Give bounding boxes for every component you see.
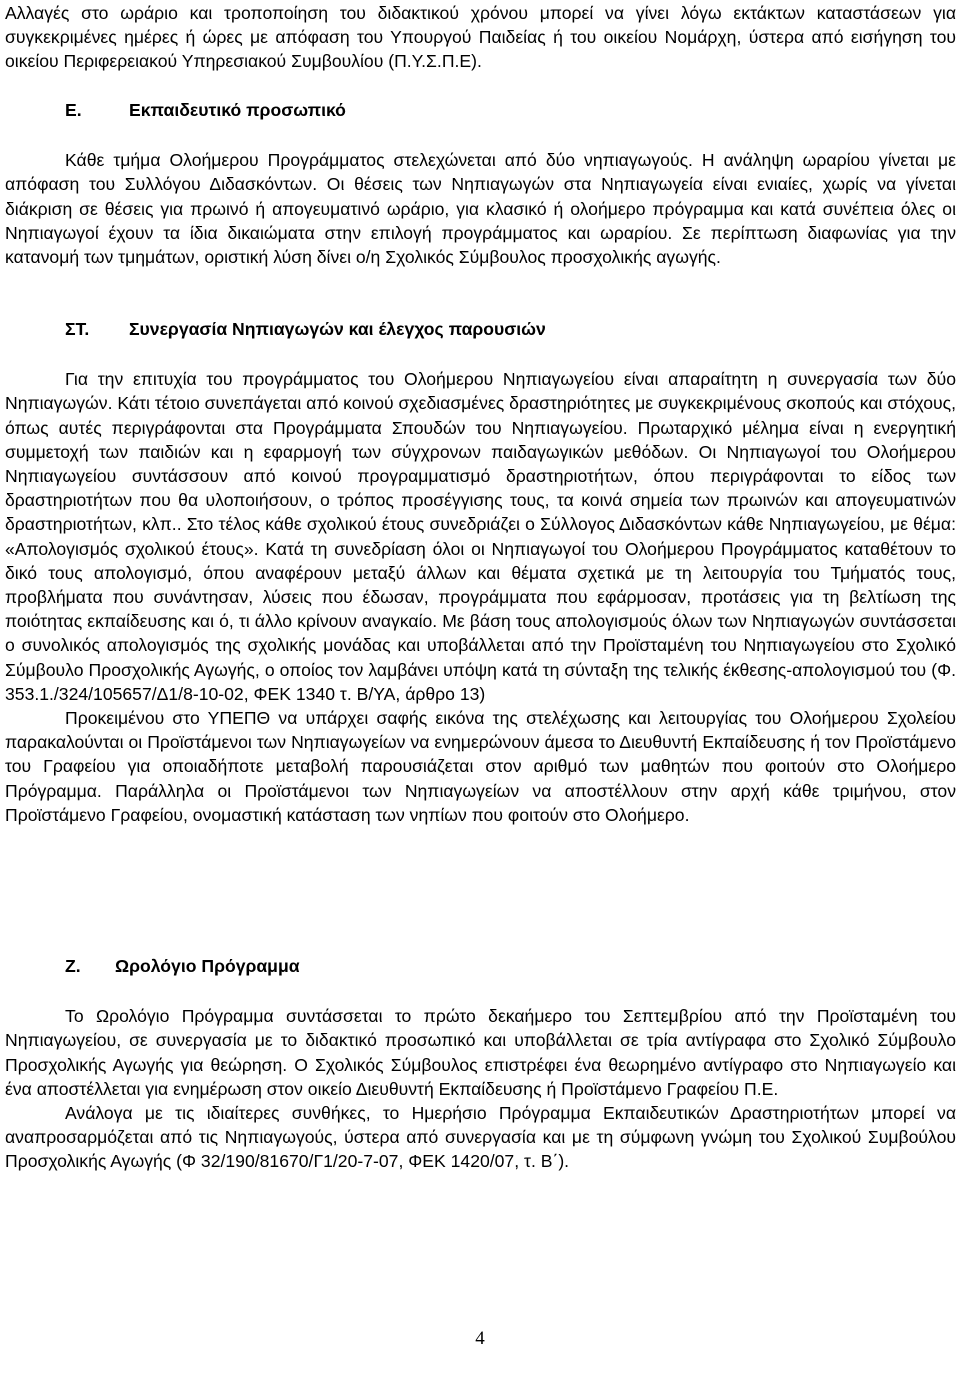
section-e-paragraph: Κάθε τμήμα Ολοήμερου Προγράμματος στελεχώνεται από δύο νηπιαγωγούς. Η ανάληψη ωραρίου γίνεται με απόφαση του Συλλόγου Διδασκόντων. Οι θέσεις των Νηπιαγωγών στα Νηπιαγωγεία είναι ενιαίες, χωρίς να γίνεται διάκριση σε θέσεις για πρωινό ή απογευματινό ωράριο, για κλασικό ή ολοήμερο πρόγραμμα και κατά συνέπεια όλες οι Νηπιαγωγοί έχουν τα ίδια δικαιώματα στην επιλογή προγράμματος και ωραρίου. Σε περίπτωση διαφωνίας για την κατανομή των τμημάτων, οριστική λύση δίνει ο/η Σχολικός Σύμβουλος προσχολικής αγωγής. — [5, 150, 956, 268]
section-e-title: Εκπαιδευτικό προσωπικό — [129, 100, 346, 120]
section-st — [5, 317, 956, 827]
section-z-paragraph-2: Ανάλογα με τις ιδιαίτερες συνθήκες, το Ημερήσιο Πρόγραμμα Εκπαιδευτικών Δραστηριοτήτων μπορεί να αναπροσαρμόζεται από τις Νηπιαγωγούς, ύστερα από συνεργασία και με τη σύμφωνη γνώμη του Σχολικού Συμβούλου Προσχολικής Αγωγής (Φ 32/190/81670/Γ1/20-7-07, ΦΕΚ 1420/07, τ. Β΄). — [5, 1103, 956, 1172]
section-z — [5, 954, 956, 1174]
section-st-number: ΣΤ. — [65, 319, 90, 339]
section-st-heading — [5, 317, 956, 341]
section-st-title: Συνεργασία Νηπιαγωγών και έλεγχος παρουσιών — [129, 319, 546, 339]
section-z-number: Ζ. — [65, 956, 81, 976]
section-z-heading — [5, 954, 956, 978]
section-st-paragraph-1: Για την επιτυχία του προγράμματος του Ολοήμερου Νηπιαγωγείου είναι απαραίτητη η συνεργασία των δύο Νηπιαγωγών. Κάτι τέτοιο συνεπάγεται από κοινού σχεδιασμένες δραστηριότητες με συγκεκριμένους σκοπούς και στόχους, όπως αυτές περιγράφονται στα Προγράμματα Σπουδών του Νηπιαγωγείου. Πρωταρχικό μέλημα είναι η ενεργητική συμμετοχή των παιδιών και η εφαρμογή των σύγχρονων παιδαγωγικών μεθόδων. Οι Νηπιαγωγοί του Ολοήμερου Νηπιαγωγείου συντάσσουν από κοινού προγραμματισμό δραστηριοτήτων, όπου περιγράφονται το είδος των δραστηριοτήτων που θα υλοποιήσουν, ο τρόπος προσέγγισης τους, τα κοινά σημεία των πρωινών και απογευματινών δραστηριοτήτων, κλπ.. Στο τέλος κάθε σχολικού έτους συνεδριάζει ο Σύλλογος Διδασκόντων κάθε Νηπιαγωγείου, με θέμα: «Απολογισμός σχολικού έτους». Κατά τη συνεδρίαση όλοι οι Νηπιαγωγοί του Ολοήμερου Προγράμματος καταθέτουν το δικό τους απολογισμό, όπου αναφέρουν μεταξύ άλλων και θέματα σχετικά με τη λειτουργία του Τμήματός τους, προβλήματα που συνάντησαν, λύσεις που έδωσαν, προγράμματα που εφάρμοσαν, προτάσεις για τη βελτίωση της ποιότητας εκπαίδευσης και ό, τι άλλο κρίνουν αναγκαίο. Με βάση τους απολογισμούς όλων των Νηπιαγωγών συντάσσεται ο συνολικός απολογισμός της σχολικής μονάδας και υποβάλλεται από την Προϊσταμένη του Νηπιαγωγείου στο Σχολικό Σύμβουλο Προσχολικής Αγωγής, ο οποίος τον λαμβάνει υπόψη κατά τη σύνταξη της τελικής έκθεσης-απολογισμού του (Φ. 353.1./324/105657/Δ1/8-10-02, ΦΕΚ 1340 τ. Β/ΥΑ, άρθρο 13) — [5, 369, 956, 704]
section-e-number: Ε. — [65, 100, 82, 120]
intro-section — [5, 1, 956, 74]
section-st-paragraph-2: Προκειμένου στο ΥΠΕΠΘ να υπάρχει σαφής εικόνα της στελέχωσης και λειτουργίας του Ολοήμερου Σχολείου παρακαλούνται οι Προϊστάμενοι των Νηπιαγωγείων να ενημερώνουν άμεσα το Διευθυντή Εκπαίδευσης ή τον Προϊστάμενο του Γραφείου για οποιαδήποτε μεταβολή παρουσιάζεται στον αριθμό των μαθητών που φοιτούν στο Ολοήμερο Πρόγραμμα. Παράλληλα οι Προϊστάμενοι των Νηπιαγωγείων να αποστέλλουν στην αρχή κάθε τριμήνου, στον Προϊστάμενο Γραφείου, ονομαστική κατάσταση των νηπίων που φοιτούν στο Ολοήμερο. — [5, 708, 956, 825]
section-z-title: Ωρολόγιο Πρόγραμμα — [115, 956, 300, 976]
page-number: 4 — [475, 1328, 485, 1349]
section-e — [5, 98, 956, 269]
intro-paragraph: Αλλαγές στο ωράριο και τροποποίηση του διδακτικού χρόνου μπορεί να γίνει λόγω εκτάκτων καταστάσεων για συγκεκριμένες ημέρες ή ώρες με απόφαση του Υπουργού Παιδείας ή του οικείου Νομάρχη, ύστερα από εισήγηση του οικείου Περιφερειακού Υπηρεσιακού Συμβουλίου (Π.Υ.Σ.Π.Ε). — [5, 3, 956, 72]
section-z-paragraph-1: Το Ωρολόγιο Πρόγραμμα συντάσσεται το πρώτο δεκαήμερο του Σεπτεμβρίου από την Προϊσταμένη του Νηπιαγωγείου, σε συνεργασία με το διδακτικό προσωπικό και υποβάλλεται σε τρία αντίγραφα στο Σχολικό Σύμβουλο Προσχολικής Αγωγής για θεώρηση. Ο Σχολικός Σύμβουλος επιστρέφει ένα θεωρημένο αντίγραφο στο Νηπιαγωγείο και ένα αποστέλλεται για ενημέρωση στον οικείο Διευθυντή Εκπαίδευσης ή Προϊστάμενο Γραφείου Π.Ε. — [5, 1006, 956, 1099]
section-e-heading — [5, 98, 956, 122]
